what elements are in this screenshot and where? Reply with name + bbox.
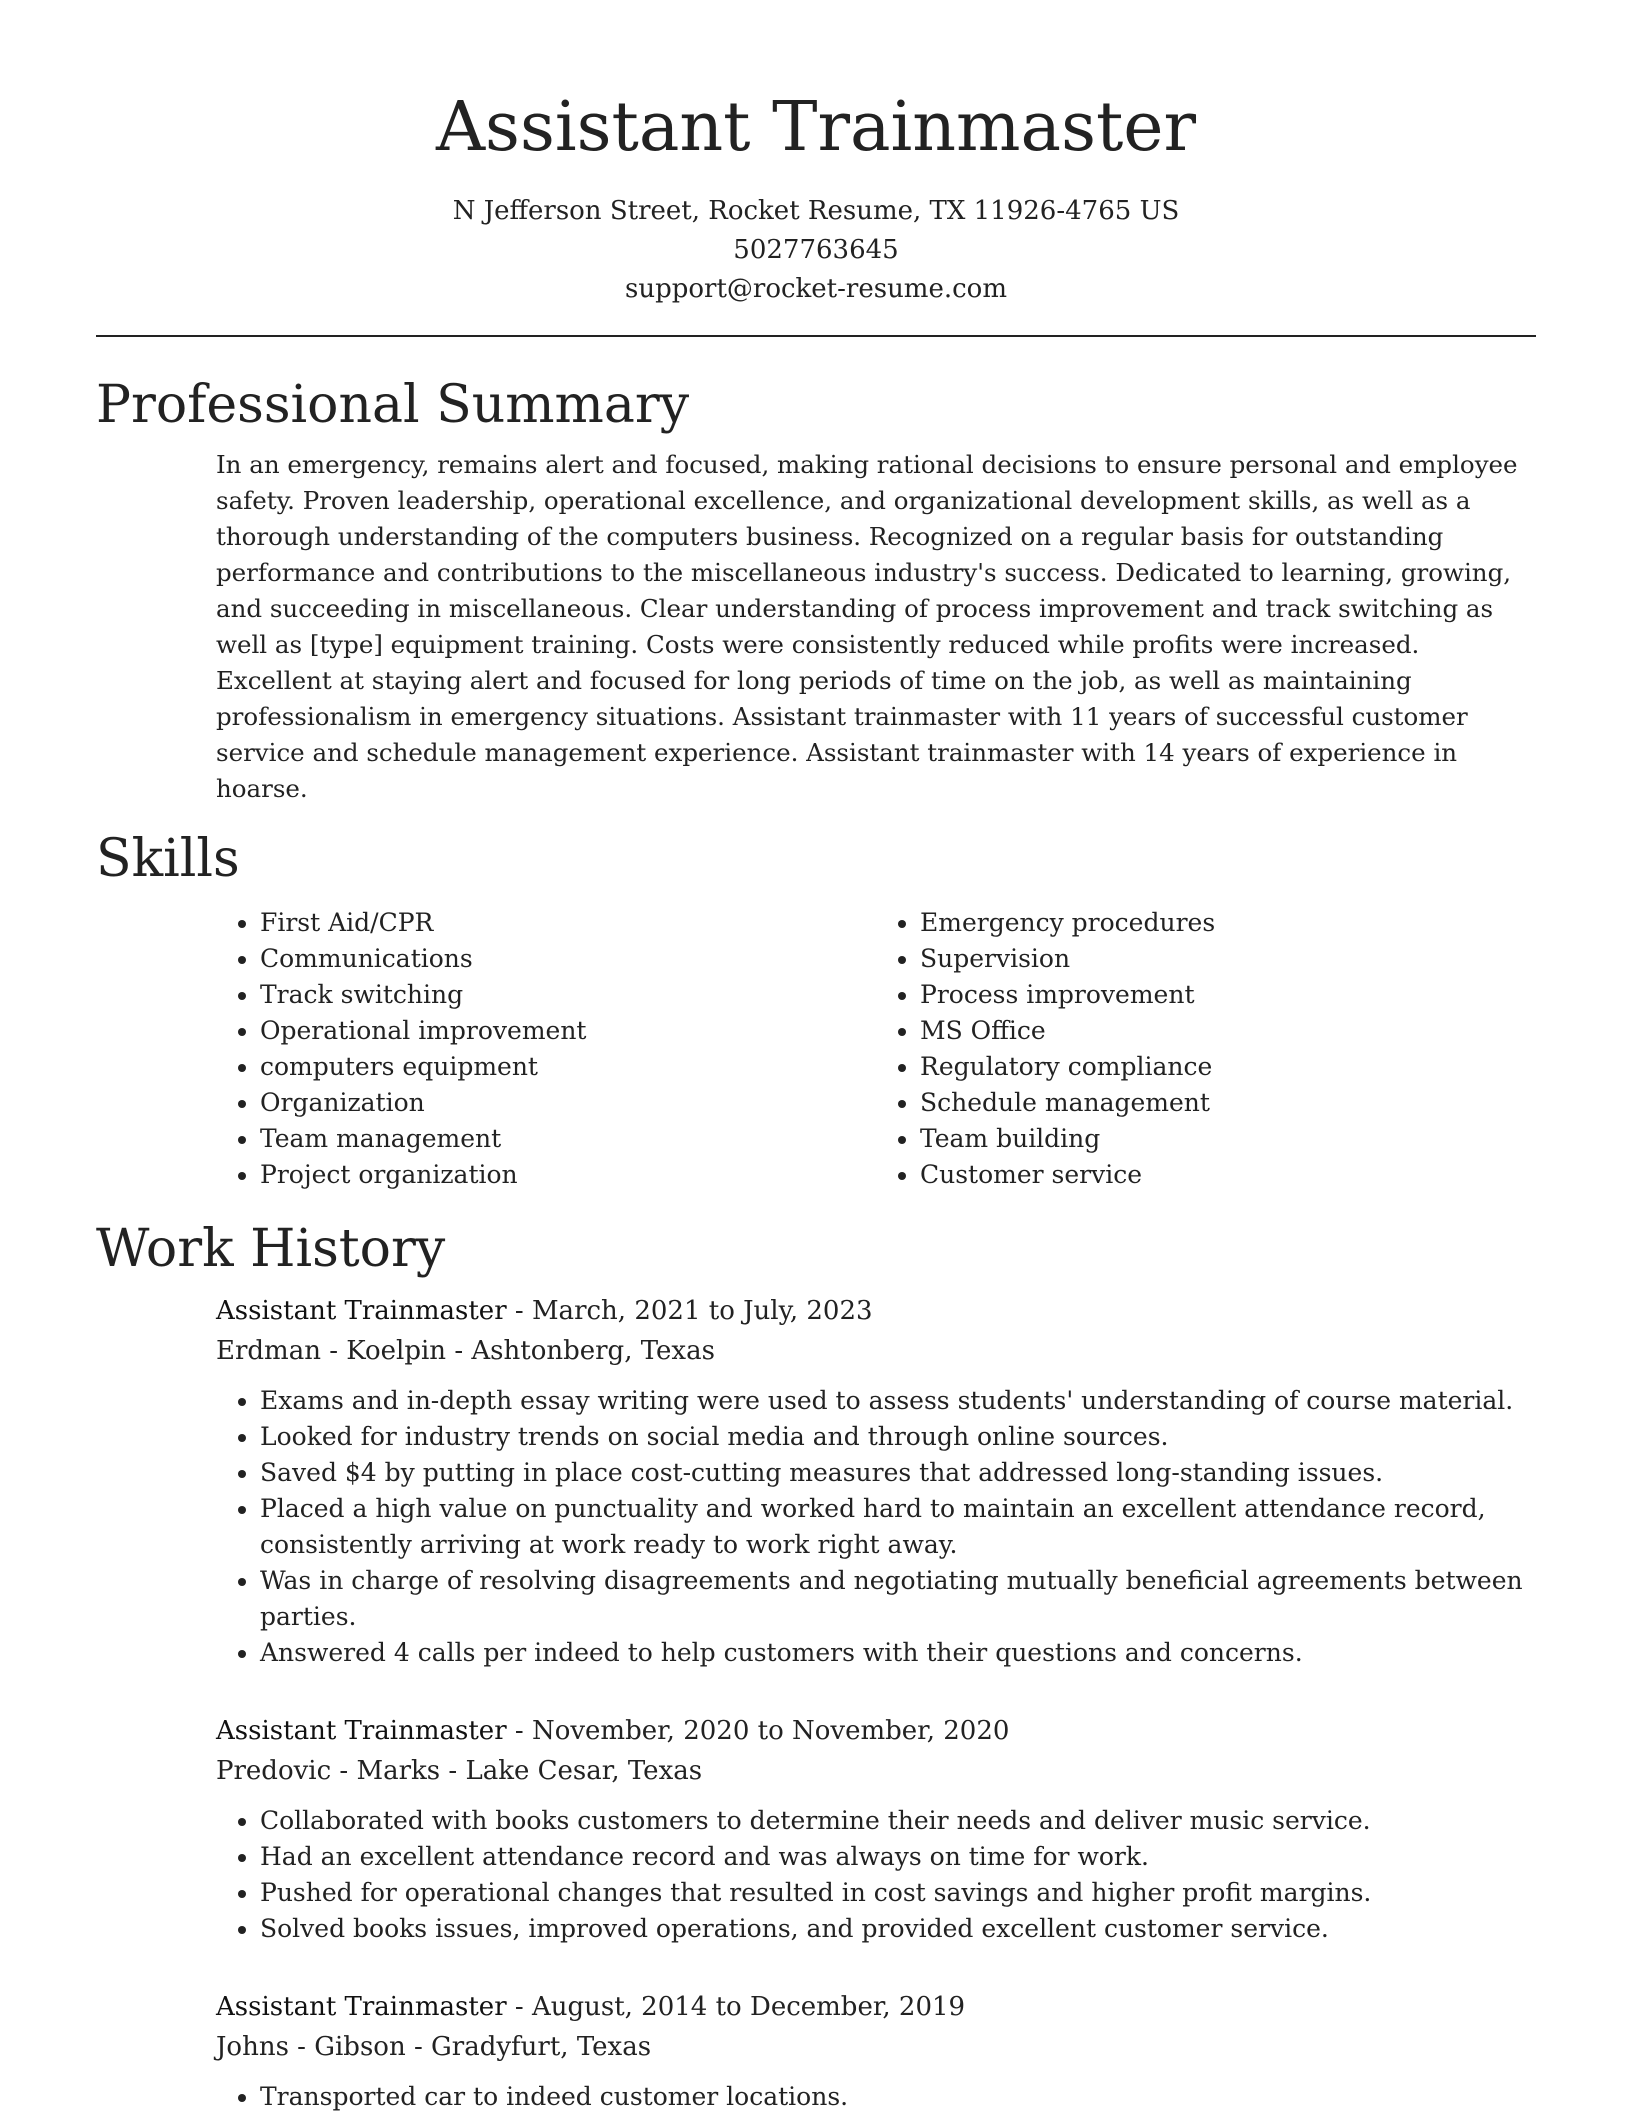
summary-heading: Professional Summary — [96, 375, 690, 435]
skill-item: • Project organization — [260, 1157, 876, 1193]
job-bullet: • Solved books issues, improved operations, and provided excellent customer service. — [260, 1911, 1536, 1947]
job-bullet: • Placed a high value on punctuality and worked hard to maintain an excellent attendance record, consistently arriving at work ready to work right away. — [260, 1491, 1536, 1563]
job-location: - Ashtonberg, Texas — [446, 1336, 715, 1366]
job-dates: - March, 2021 to July, 2023 — [506, 1296, 873, 1326]
job-company: Johns - Gibson — [216, 2032, 406, 2062]
job-company: Predovic - Marks — [216, 1756, 441, 1786]
skills-heading: Skills — [96, 829, 240, 889]
skill-item: • Customer service — [920, 1157, 1536, 1193]
skills-column-right — [876, 905, 1536, 1193]
skill-item: • First Aid/CPR — [260, 905, 876, 941]
job-company-line — [216, 1331, 1536, 1371]
job-dates: - August, 2014 to December, 2019 — [506, 1992, 966, 2022]
job-dates: - November, 2020 to November, 2020 — [506, 1716, 1010, 1746]
skill-item: • Process improvement — [920, 977, 1536, 1013]
skill-item: • Regulatory compliance — [920, 1049, 1536, 1085]
job-bullet: • Exams and in-depth essay writing were used to assess students' understanding of course material. — [260, 1383, 1536, 1419]
contact-block — [96, 192, 1536, 309]
job-bullet: • Transported car to indeed customer locations. — [260, 2079, 1536, 2115]
skill-item: • Communications — [260, 941, 876, 977]
work-history — [216, 1291, 1536, 2115]
skill-item: • Team building — [920, 1121, 1536, 1157]
job-bullet: • Had an excellent attendance record and was always on time for work. — [260, 1839, 1536, 1875]
contact-address: N Jefferson Street, Rocket Resume, TX 11926-4765 US — [452, 196, 1180, 226]
job-bullet: • Was in charge of resolving disagreements and negotiating mutually beneficial agreements between parties. — [260, 1563, 1536, 1635]
job-header — [216, 1711, 1536, 1751]
work-heading: Work History — [96, 1219, 446, 1279]
job-bullet: • Answered 4 calls per indeed to help customers with their questions and concerns. — [260, 1635, 1536, 1671]
job-bullets — [216, 1803, 1536, 1947]
skills-column-left — [216, 905, 876, 1193]
skill-item: • computers equipment — [260, 1049, 876, 1085]
job-bullet: • Pushed for operational changes that resulted in cost savings and higher profit margins. — [260, 1875, 1536, 1911]
job-bullet: • Saved $4 by putting in place cost-cutting measures that addressed long-standing issues. — [260, 1455, 1536, 1491]
skill-item: • Operational improvement — [260, 1013, 876, 1049]
skill-item: • Team management — [260, 1121, 876, 1157]
skill-item: • MS Office — [920, 1013, 1536, 1049]
job-bullet: • Collaborated with books customers to determine their needs and deliver music service. — [260, 1803, 1536, 1839]
skill-item: • Supervision — [920, 941, 1536, 977]
job-header — [216, 1291, 1536, 1331]
job-entry — [216, 1291, 1536, 1671]
skill-item: • Organization — [260, 1085, 876, 1121]
job-location: - Gradyfurt, Texas — [405, 2032, 652, 2062]
job-entry — [216, 1711, 1536, 1947]
job-title: Assistant Trainmaster — [216, 1716, 507, 1746]
job-bullet: • Looked for industry trends on social media and through online sources. — [260, 1419, 1536, 1455]
job-company-line — [216, 2027, 1536, 2067]
job-company-line — [216, 1751, 1536, 1791]
skills-list — [216, 905, 1536, 1193]
skill-item: • Emergency procedures — [920, 905, 1536, 941]
resume-name: Assistant Trainmaster — [435, 88, 1197, 167]
job-entry — [216, 1987, 1536, 2115]
resume-page — [96, 0, 1536, 2115]
skill-item: • Track switching — [260, 977, 876, 1013]
job-bullets — [216, 2079, 1536, 2115]
contact-phone: 5027763645 — [733, 235, 899, 265]
job-company: Erdman - Koelpin — [216, 1336, 447, 1366]
job-title: Assistant Trainmaster — [216, 1296, 507, 1326]
summary-text: In an emergency, remains alert and focused, making rational decisions to ensure personal and employee safety. Proven leadership, operational excellence, and organizational development skills, as well as a thorough understanding of the computers business. Recognized on a regular basis for outstanding performance and contributions to the miscellaneous industry's success. Dedicated to learning, growing, and succeeding in miscellaneous. Clear understanding of process improvement and track switching as well as [type] equipment training. Costs were consistently reduced while profits were increased. Excellent at staying alert and focused for long periods of time on the job, as well as maintaining professionalism in emergency situations. Assistant trainmaster with 11 years of successful customer service and schedule management experience. Assistant trainmaster with 14 years of experience in hoarse. — [216, 450, 1518, 803]
contact-email: support@rocket-resume.com — [624, 274, 1007, 304]
skill-item: • Schedule management — [920, 1085, 1536, 1121]
header-divider — [96, 335, 1536, 337]
job-title: Assistant Trainmaster — [216, 1992, 507, 2022]
job-bullets — [216, 1383, 1536, 1671]
job-header — [216, 1987, 1536, 2027]
job-location: - Lake Cesar, Texas — [440, 1756, 703, 1786]
